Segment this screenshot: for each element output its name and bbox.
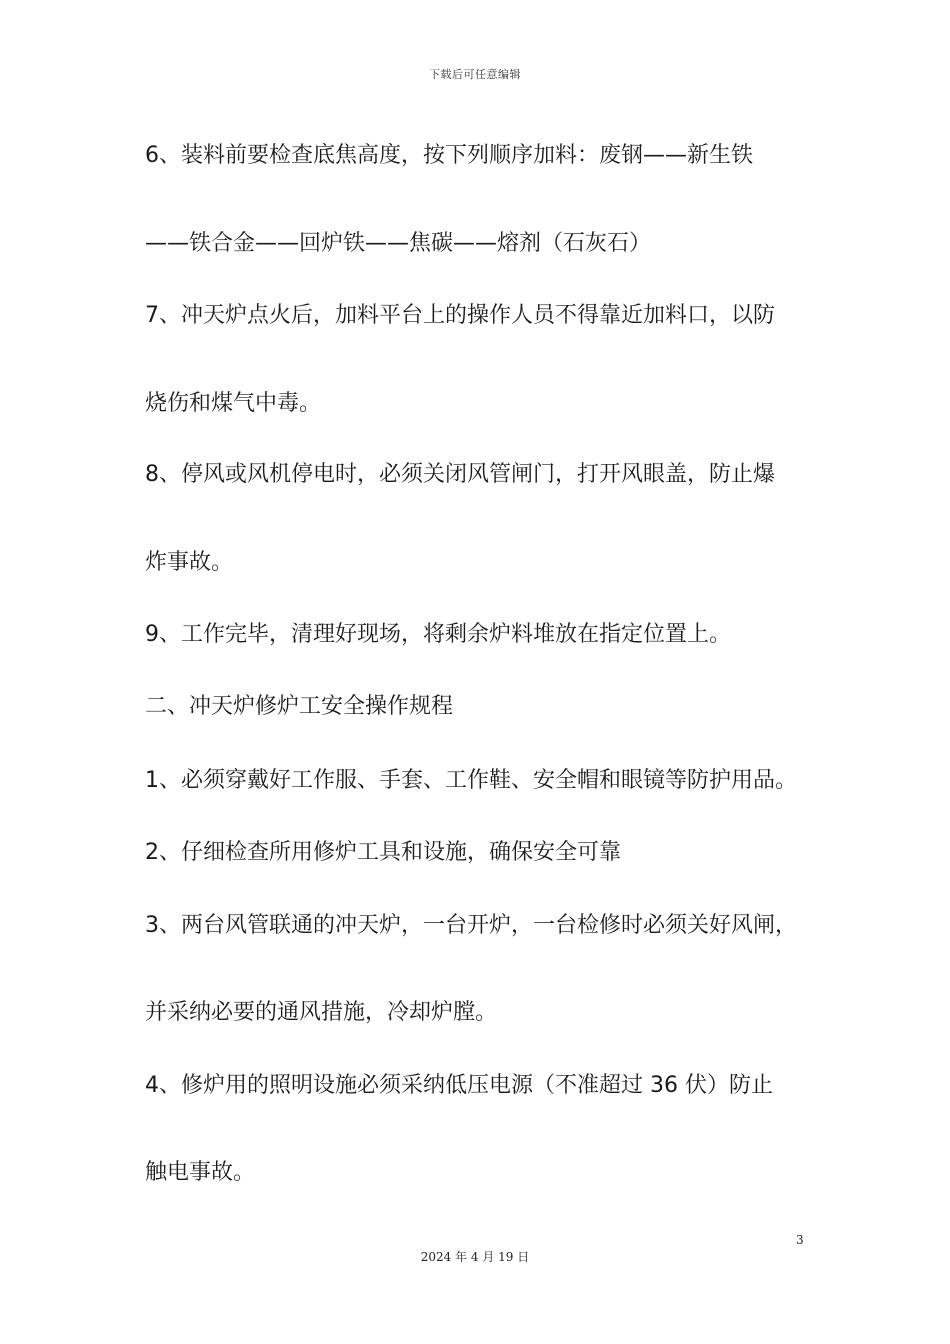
body-line-3: 7、冲天炉点火后，加料平台上的操作人员不得靠近加料口，以防 [145, 303, 775, 328]
body-line-11: 3、两台风管联通的冲天炉，一台开炉，一台检修时必须关好风闸， [145, 913, 797, 938]
page-header: 下载后可任意编辑 [429, 68, 521, 81]
body-line-1: 6、装料前要检查底焦高度，按下列顺序加料：废钢——新生铁 [145, 143, 753, 168]
body-line-10: 2、仔细检查所用修炉工具和设施，确保安全可靠 [145, 840, 621, 865]
body-line-12: 并采纳必要的通风措施，冷却炉膛。 [145, 1000, 498, 1025]
body-line-5: 8、停风或风机停电时，必须关闭风管闸门，打开风眼盖，防止爆 [145, 462, 775, 487]
footer-date: 2024 年 4 月 19 日 [420, 1250, 530, 1264]
body-line-7: 9、工作完毕，清理好现场，将剩余炉料堆放在指定位置上。 [145, 622, 731, 647]
body-line-4: 烧伤和煤气中毒。 [145, 391, 322, 416]
body-line-14: 触电事故。 [145, 1160, 256, 1185]
body-line-6: 炸事故。 [145, 550, 234, 575]
body-line-9: 1、必须穿戴好工作服、手套、工作鞋、安全帽和眼镜等防护用品。 [145, 768, 797, 793]
page-number: 3 [796, 1233, 804, 1247]
body-line-2: ——铁合金——回炉铁——焦碳——熔剂（石灰石） [145, 231, 652, 256]
section-heading: 二、冲天炉修炉工安全操作规程 [145, 694, 454, 719]
body-line-13: 4、修炉用的照明设施必须采纳低压电源（不准超过 36 伏）防止 [145, 1073, 773, 1098]
